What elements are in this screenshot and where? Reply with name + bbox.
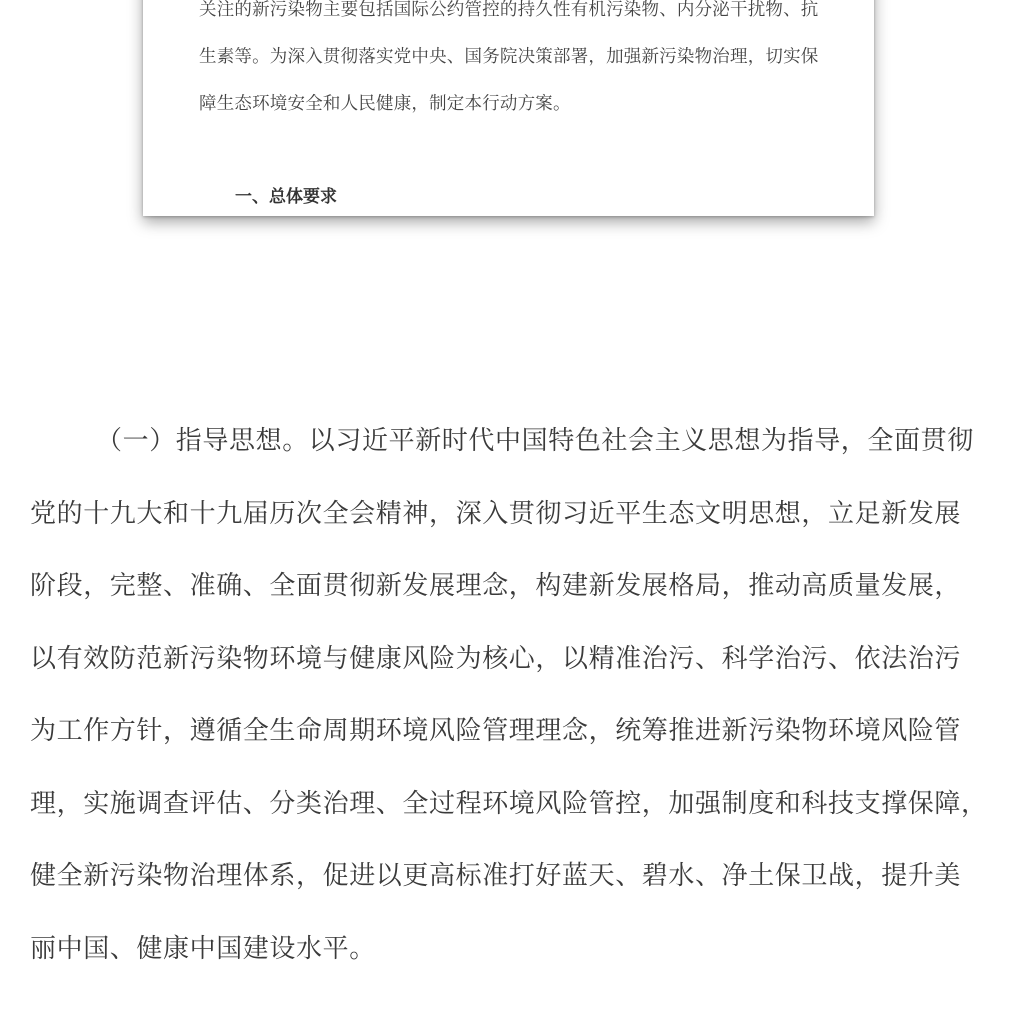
- paragraph-line: 以有效防范新污染物环境与健康风险为核心，以精准治污、科学治污、依法治污: [30, 643, 962, 674]
- preview-text-line: 障生态环境安全和人民健康，制定本行动方案。: [199, 94, 571, 114]
- paragraph-line: 为工作方针，遵循全生命周期环境风险管理理念，统筹推进新污染物环境风险管: [30, 716, 962, 746]
- paragraph-line: 理，实施调查评估、分类治理、全过程环境风险管控，加强制度和科技支撑保障，: [30, 788, 988, 819]
- paragraph-line: （一）指导思想。以习近平新时代中国特色社会主义思想为指导，全面贯彻: [96, 426, 974, 456]
- paragraph-line: 健全新污染物治理体系，促进以更高标准打好蓝天、碧水、净土保卫战，提升美: [30, 861, 962, 891]
- paragraph-line: 党的十九大和十九届历次全会精神，深入贯彻习近平生态文明思想，立足新发展: [30, 498, 962, 529]
- section-heading: 一、总体要求: [235, 187, 337, 207]
- preview-text-line: 关注的新污染物主要包括国际公约管控的持久性有机污染物、内分泌干扰物、抗: [199, 0, 819, 20]
- body-paragraph: [30, 405, 998, 985]
- paragraph-line: 阶段，完整、准确、全面贯彻新发展理念，构建新发展格局，推动高质量发展，: [30, 571, 962, 601]
- document-preview-card: [143, 0, 874, 216]
- paragraph-line: 丽中国、健康中国建设水平。: [30, 933, 376, 964]
- preview-text-line: 生素等。为深入贯彻落实党中央、国务院决策部署，加强新污染物治理，切实保: [199, 47, 819, 67]
